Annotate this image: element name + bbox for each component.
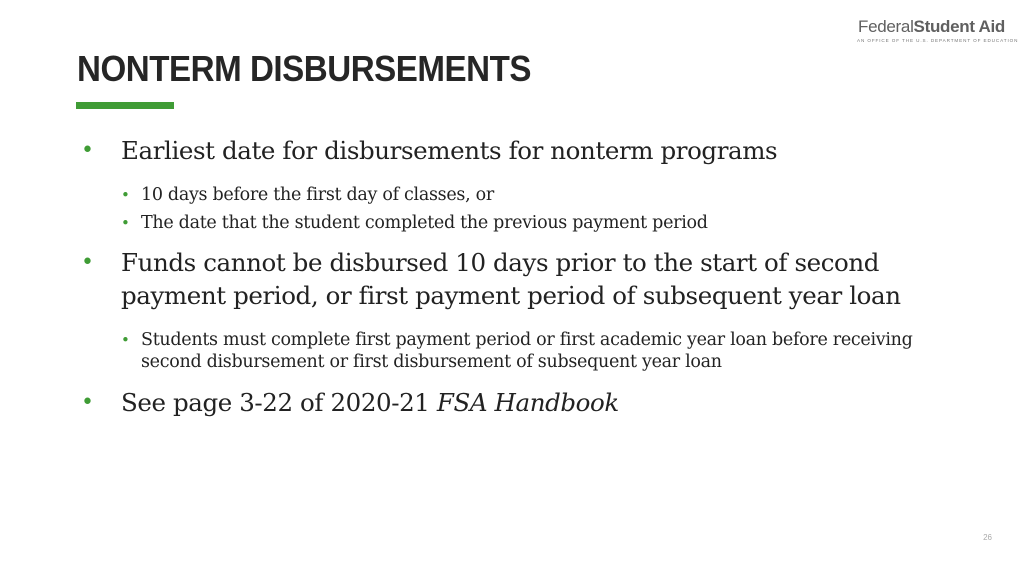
- slide-title: NONTERM DISBURSEMENTS: [77, 48, 532, 89]
- bullet-2-sub-1-text: Students must complete first payment period or first academic year loan before receiving second disbursement or first disbursement of subsequent year loan: [141, 330, 913, 372]
- logo-word-federal: Federal: [858, 17, 914, 36]
- bullet-2-sub-1: [81, 329, 961, 373]
- sub-bullet-dot-icon: •: [121, 214, 130, 232]
- bullet-2: [81, 246, 961, 312]
- bullet-1-sub-1: [81, 184, 961, 206]
- bullet-3: [81, 386, 961, 419]
- federal-student-aid-logo: [857, 17, 1019, 43]
- bullet-1: [81, 134, 961, 167]
- bullet-1-text: Earliest date for disbursements for nonterm programs: [121, 136, 778, 165]
- logo-wordmark: [857, 18, 1005, 36]
- bullet-dot-icon: •: [81, 138, 94, 163]
- bullet-1-sub-2: [81, 212, 961, 234]
- fsa-handbook-title: FSA Handbook: [436, 388, 619, 417]
- bullet-1-sub-1-text: 10 days before the first day of classes, or: [141, 185, 494, 205]
- bullet-3-text-prefix: See page 3-22 of 2020-21: [121, 388, 437, 417]
- bullet-2-text: Funds cannot be disbursed 10 days prior to the start of second payment period, or first payment period of subsequent year loan: [121, 248, 901, 310]
- bullet-dot-icon: •: [81, 390, 94, 415]
- bullet-3-text: [121, 388, 619, 417]
- logo-word-student-aid: Student Aid: [913, 17, 1005, 36]
- page-number: 26: [983, 533, 992, 542]
- sub-bullet-dot-icon: •: [121, 186, 130, 204]
- bullet-dot-icon: •: [81, 250, 94, 275]
- sub-bullet-dot-icon: •: [121, 331, 130, 349]
- logo-tagline: AN OFFICE OF THE U.S. DEPARTMENT OF EDUCATION: [857, 38, 1019, 43]
- bullet-1-sub-2-text: The date that the student completed the previous payment period: [141, 213, 708, 233]
- slide-content: [81, 134, 961, 419]
- title-underline-accent: [76, 102, 174, 109]
